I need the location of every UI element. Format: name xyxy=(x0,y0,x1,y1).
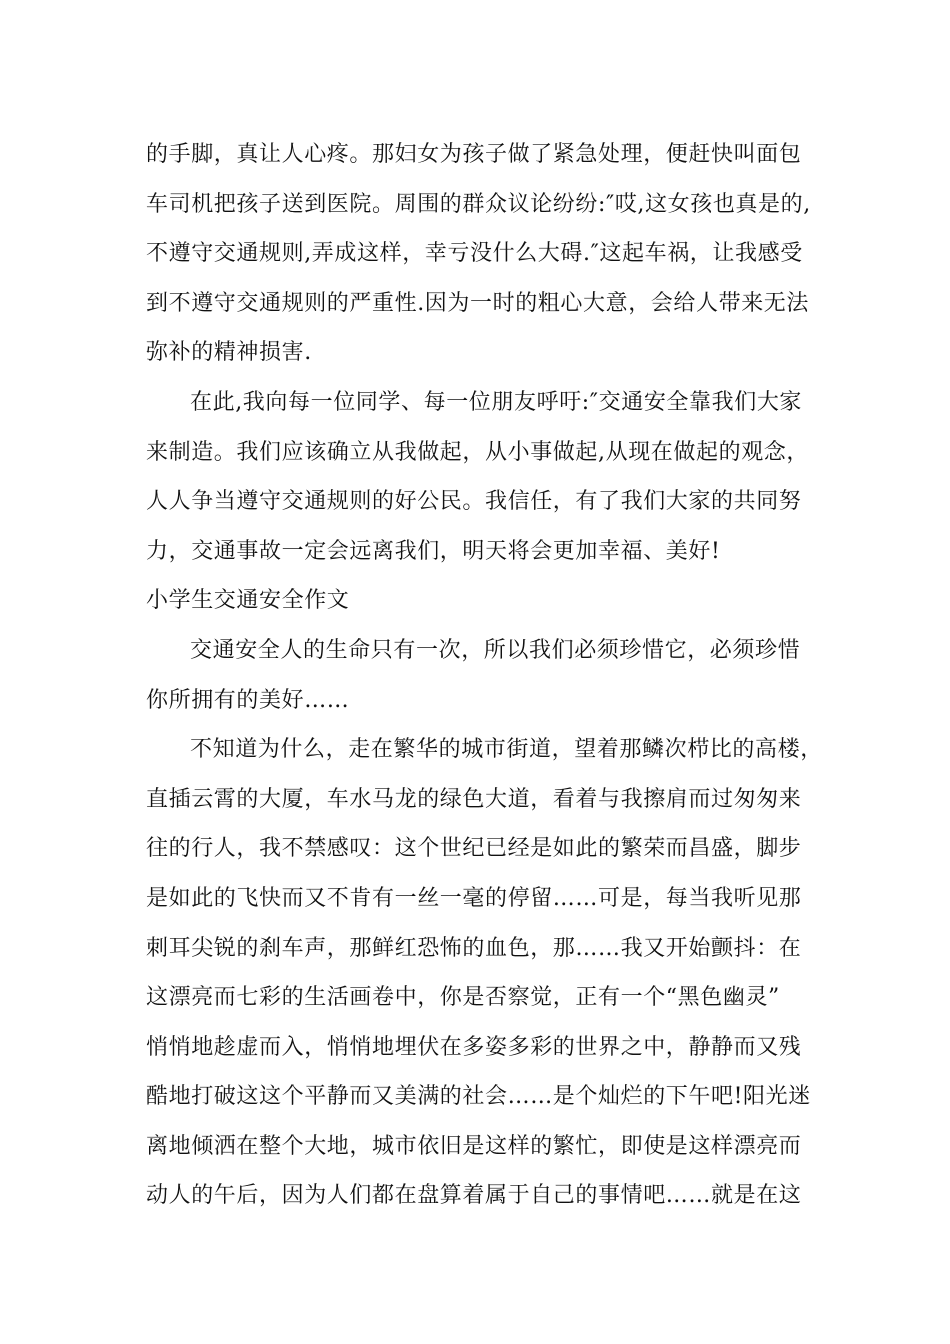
paragraph-start-line: 在此,我向每一位同学、每一位朋友呼吁:″交通安全靠我们大家 xyxy=(190,389,803,415)
text-line: 你所拥有的美好…… xyxy=(146,687,350,713)
text-line: 来制造。我们应该确立从我做起，从小事做起,从现在做起的观念， xyxy=(146,439,809,465)
text-line: 到不遵守交通规则的严重性.因为一时的粗心大意，会给人带来无法 xyxy=(146,290,809,316)
text-line: 是如此的飞快而又不肯有一丝一毫的停留……可是，每当我听见那 xyxy=(146,885,802,911)
text-line: 力，交通事故一定会远离我们，明天将会更加幸福、美好! xyxy=(146,538,721,564)
text-line: 动人的午后，因为人们都在盘算着属于自己的事情吧……就是在这 xyxy=(146,1183,802,1209)
text-line: 的手脚，真让人心疼。那妇女为孩子做了紧急处理，便赶快叫面包 xyxy=(146,142,802,167)
text-line: 弥补的精神损害. xyxy=(146,340,312,366)
text-line: 离地倾洒在整个大地，城市依旧是这样的繁忙，即使是这样漂亮而 xyxy=(146,1133,802,1159)
paragraph-start-line: 不知道为什么，走在繁华的城市街道，望着那鳞次栉比的高楼， xyxy=(190,737,823,763)
document-body xyxy=(146,130,836,1221)
text-line: 不遵守交通规则,弄成这样，幸亏没什么大碍.″这起车祸，让我感受 xyxy=(146,241,803,267)
text-line: 悄悄地趁虚而入，悄悄地埋伏在多姿多彩的世界之中，静静而又残 xyxy=(146,1034,802,1060)
text-line: 车司机把孩子送到医院。周围的群众议论纷纷:″哎,这女孩也真是的, xyxy=(146,191,811,217)
text-line: 刺耳尖锐的刹车声，那鲜红恐怖的血色，那……我又开始颤抖：在 xyxy=(146,935,802,961)
text-line: 直插云霄的大厦，车水马龙的绿色大道，看着与我擦肩而过匆匆来 xyxy=(146,786,802,812)
text-line: 酷地打破这这个平静而又美满的社会……是个灿烂的下午吧!阳光迷 xyxy=(146,1084,811,1110)
text-line: 往的行人，我不禁感叹：这个世纪已经是如此的繁荣而昌盛，脚步 xyxy=(146,836,802,862)
text-line: 这漂亮而七彩的生活画卷中，你是否察觉，正有一个“黑色幽灵” xyxy=(146,985,780,1011)
section-heading: 小学生交通安全作文 xyxy=(146,588,350,614)
text-line: 人人争当遵守交通规则的好公民。我信任，有了我们大家的共同努 xyxy=(146,489,802,515)
paragraph-start-line: 交通安全人的生命只有一次，所以我们必须珍惜它，必须珍惜 xyxy=(190,637,801,663)
